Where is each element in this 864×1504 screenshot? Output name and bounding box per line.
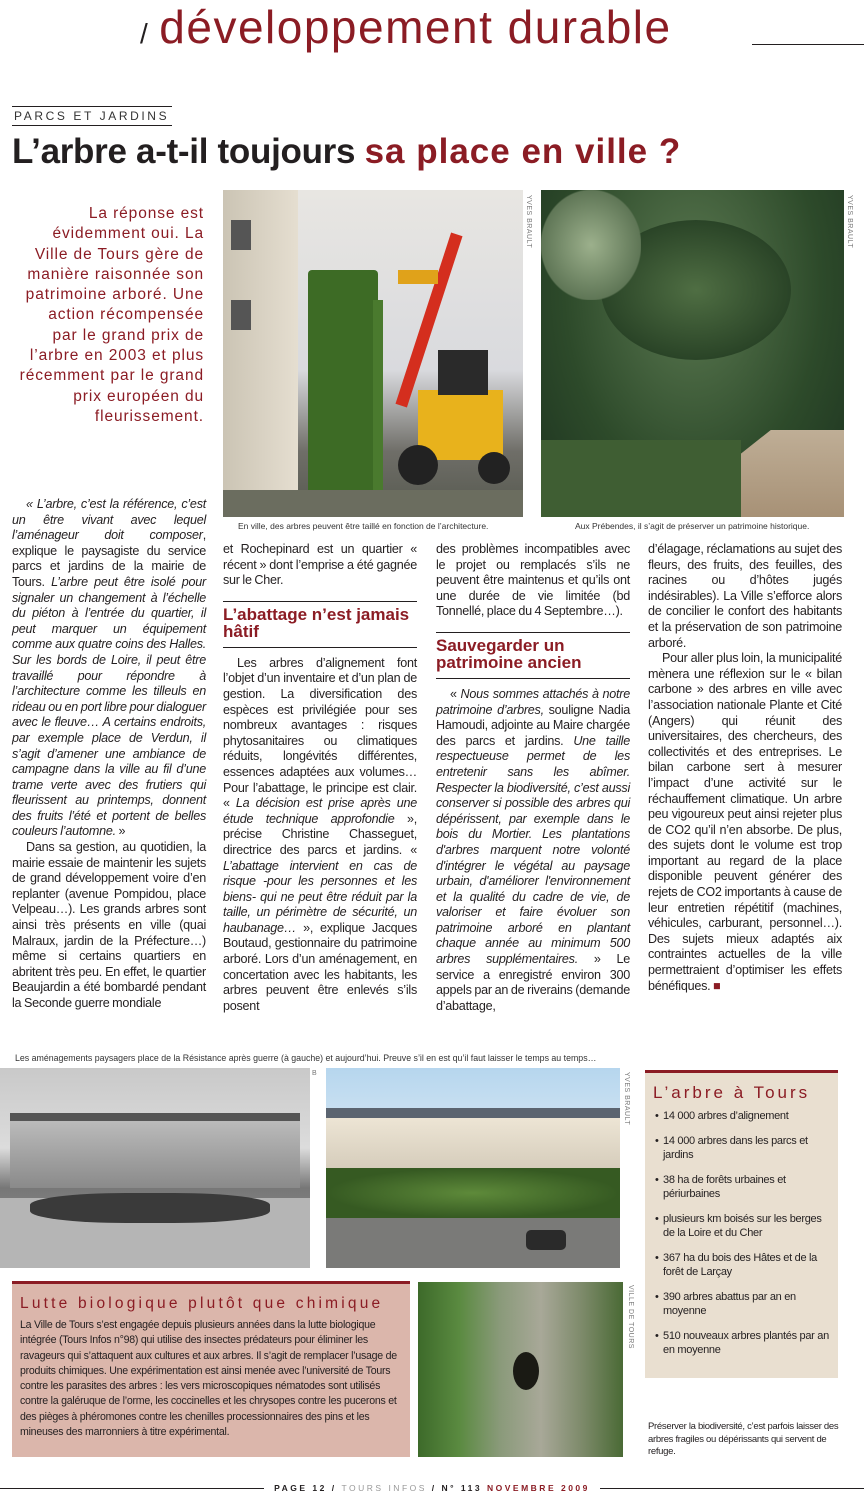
- photo-park-prebendes: [541, 190, 844, 517]
- issue-number: N° 113: [441, 1483, 487, 1493]
- photo-caption: Les aménagements paysagers place de la Résistance après guerre (à gauche) et aujourd’hui. Preuve s’il en est qu’il faut laisser le temps au temps…: [15, 1053, 597, 1063]
- photo-caption: Aux Prébendes, il s’agit de préserver un patrimoine historique.: [575, 521, 810, 531]
- photo-tree-trunk: [418, 1282, 623, 1457]
- quote-text: Nous sommes attachés à notre patrimoine d’arbres,: [436, 686, 630, 717]
- subheading-abattage: L’abattage n’est jamais hâtif: [223, 601, 417, 648]
- body-text: souligne Nadia Hamoudi, adjointe au Maire chargée des parcs et jardins.: [436, 702, 630, 748]
- photo-place-resistance-old: [0, 1068, 310, 1268]
- body-text: Les arbres d’alignement font l’objet d’un inventaire et d’un plan de gestion. La diversification des espèces est privilégiée pour ses nombreux avantages : risques phytosanitaires ou climatiques réduits, longévités différentes, essences adaptées aux volumes… Pour l’abattage, le principe est clair. «: [223, 655, 417, 811]
- body-text: », explique Jacques Boutaud, gestionnaire du patrimoine arboré. Lors d’un aménagement, en concertation avec les habitants, les arbres peuvent être enlevés s’ils posent: [223, 920, 417, 1013]
- title-red: sa place en ville ?: [364, 132, 682, 171]
- box-body: La Ville de Tours s’est engagée depuis plusieurs années dans la lutte biologique intégrée (Tours Infos n°98) qui utilise des insectes prédateurs pour éliminer les ravageurs qui s’attaquent aux cultures et aux arbres. Il s’agit de remplacer l’usage de produits chimiques. Une expérimentation est ainsi menée avec l’université de Tours contre les parasites des arbres : les vers microscopiques nématodes sont utilisés contre la galéruque de l’orme, les coccinelles et les chrysopes contre les pucerons et des pièges à phéromones contre les chenilles processionnaires des pins et les mineuses des marronniers à titre expérimental.: [20, 1319, 397, 1439]
- separator: /: [326, 1483, 342, 1493]
- facts-list: [653, 1109, 830, 1358]
- article-column-1: [12, 497, 206, 1012]
- title-black: L’arbre a-t-il toujours: [12, 132, 365, 171]
- body-text: Dans sa gestion, au quotidien, la mairie essaie de maintenir les sujets de grand développement voire d’en replanter (avenue Pompidou, place Velpeau…). Les grands arbres sont ainsi très présents en ville (quai Malraux, jardin de la Préfecture…) même si certains quartiers en abritent très peu. En effet, le quartier Beaujardin a été bombardé pendant la Seconde guerre mondiale: [12, 840, 206, 1010]
- fact-item: • 390 arbres abattus par an en moyenne: [653, 1290, 830, 1319]
- paragraph: [648, 542, 842, 651]
- footer-rule: [0, 1488, 264, 1489]
- biological-control-box: [12, 1281, 410, 1457]
- issue-date: NOVEMBRE 2009: [487, 1483, 590, 1493]
- rubric-slash: /: [140, 18, 150, 49]
- footer-text: [264, 1483, 600, 1493]
- body-text: des problèmes incompatibles avec le projet ou remplacés s’ils ne peuvent être maintenus et qu’ils ont une durée de vie limitée (bd Tonnellé, place du 4 Septembre…).: [436, 542, 630, 619]
- footer-rule: [600, 1488, 864, 1489]
- sidebar-title: L’arbre à Tours: [653, 1083, 811, 1102]
- fact-item: • 367 ha du bois des Hâtes et de la forêt de Larçay: [653, 1251, 830, 1280]
- fact-item: • plusieurs km boisés sur les berges de la Loire et du Cher: [653, 1212, 830, 1241]
- separator: /: [426, 1483, 442, 1493]
- section-rubric: [140, 0, 672, 54]
- paragraph: [12, 840, 206, 1012]
- photo-caption: Préserver la biodiversité, c’est parfois laisser des arbres fragiles ou dépérissants qui servent de refuge.: [648, 1421, 839, 1457]
- quote-text: L’arbre peut être isolé pour signaler un changement à l’échelle du piéton à l’entrée du quartier, il peut marquer un équipement comme aux quatre coins des Halles. Sur les bords de Loire, il peut être travaillé pour répondre à l’architecture comme les tilleuls en rideau ou en port libre pour dialoguer avec le fleuve… A certains endroits, par exemple place de Verdun, il s’agit d’amener une ambiance de campagne dans la ville au fil d’une trame verte avec des frutiers qui fleurissent au printemps, donnent des fruits l’été et portent de belles couleurs l’automne.: [12, 574, 206, 839]
- rubric-label: développement durable: [159, 1, 672, 53]
- article-column-2: [223, 542, 417, 1014]
- fact-item: • 38 ha de forêts urbaines et périurbaines: [653, 1173, 830, 1202]
- paragraph: [12, 497, 206, 840]
- photo-credit: B: [312, 1070, 317, 1077]
- body-text: » Le service a enregistré environ 300 appels par an de riverains (demande d’abattage,: [436, 952, 631, 1013]
- body-text: », précise Christine Chasseguet, directrice des parcs et jardins. «: [223, 811, 417, 857]
- body-text: »: [115, 824, 126, 839]
- rubric-divider: [752, 44, 864, 45]
- section-kicker: PARCS ET JARDINS: [12, 106, 172, 126]
- quote-text: La décision est prise après une étude technique approfondie: [223, 796, 417, 826]
- page-number: PAGE 12: [274, 1483, 327, 1493]
- fact-item: • 510 nouveaux arbres plantés par an en moyenne: [653, 1329, 830, 1358]
- article-column-3: [436, 542, 630, 1014]
- paragraph: [648, 651, 842, 994]
- quote-text: « L’arbre, c’est la référence, c’est un être vivant avec lequel l’aménageur doit composer: [12, 497, 206, 543]
- quote-text: Une taille respectueuse permet de les entretenir sans les abîmer. Respecter la biodiversité, c’est aussi conserver si possible des arbres qui dépérissent, par exemple dans le bois du Mortier. Les plantations d'arbres marquent notre volonté d'intégrer le végétal au paysage urbain, d'améliorer l'environnement et la qualité du cadre de vie, de valoriser et faire évoluer son patrimoine arboré en plantant chaque année au minimum 500 arbres supplémentaires.: [436, 733, 630, 967]
- fact-item: • 14 000 arbres dans les parcs et jardins: [653, 1134, 830, 1163]
- article-intro: La réponse est évidemment oui. La Ville de Tours gère de manière raisonnée son patrimoine arboré. Une action récompensée par le grand prix de l’arbre en 2003 et plus récemment par le grand prix européen du fleurissement.: [19, 205, 204, 425]
- fact-item: • 14 000 arbres d’alignement: [653, 1109, 830, 1124]
- end-mark: ■: [713, 978, 721, 993]
- subheading-patrimoine: Sauvegarder un patrimoine ancien: [436, 632, 630, 679]
- body-text: Pour aller plus loin, la municipalité mènera une réflexion sur le « bilan carbone » des arbres en ville avec l’association nationale Plante et Cité (Angers) qui réunit des universitaires, des chercheurs, des collectivités et des entreprises. Le bilan carbone sert à mesurer l’impact d’une activité sur le réchauffement climatique. Un arbre peu vigoureux peut ainsi rejeter plus de CO2 qu’il n’en absorbe. De plus, des sujets dont le volume est trop important au regard de la place disponible peuvent générer des rejets de CO2 importants à cause de leur entretien répétitif (machines, véhicules, carburant, personnel…). Des sujets mieux adaptés aix contraintes actuelles de la ville permettraient d’optimiser les effets bénéfiques.: [648, 651, 842, 993]
- photo-pruning-truck: [223, 190, 523, 517]
- page-footer: [0, 1480, 864, 1496]
- photo-credit: VILLE DE TOURS: [627, 1285, 634, 1349]
- quote-text: L’abattage intervient en cas de risque -pour les personnes et les biens- qui ne peut être réduit par la taille, un périmètre de sécurité, un haubanage…: [223, 858, 417, 935]
- photo-credit: YVES BRAULT: [623, 1072, 630, 1126]
- photo-credit: YVES BRAULT: [846, 195, 853, 249]
- box-title: Lutte biologique plutôt que chimique: [20, 1295, 384, 1312]
- photo-credit: YVES BRAULT: [525, 195, 532, 249]
- photo-place-resistance-today: [326, 1068, 620, 1268]
- body-text: , explique le paysagiste du service parcs et jardins de la mairie de Tours.: [12, 528, 206, 589]
- body-text: d’élagage, réclamations au sujet des fleurs, des fruits, des feuilles, des racines ou d’hôtes jugés indésirables). La Ville s’efforce alors de concilier le confort des habitants et la préservation de son patrimoine arboré.: [648, 542, 842, 650]
- paragraph: [436, 542, 630, 620]
- paragraph: [223, 542, 417, 589]
- body-text: et Rochepinard est un quartier « récent » dont l’emprise a été gagnée sur le Cher.: [223, 542, 417, 588]
- paragraph: [223, 656, 417, 1015]
- photo-caption: En ville, des arbres peuvent être taillé en fonction de l’architecture.: [238, 521, 489, 531]
- facts-sidebar: [645, 1070, 838, 1378]
- magazine-name: TOURS INFOS: [341, 1483, 427, 1493]
- paragraph: [436, 687, 630, 1014]
- body-text: «: [450, 686, 461, 701]
- article-column-4: [648, 542, 842, 994]
- article-title: [12, 132, 681, 172]
